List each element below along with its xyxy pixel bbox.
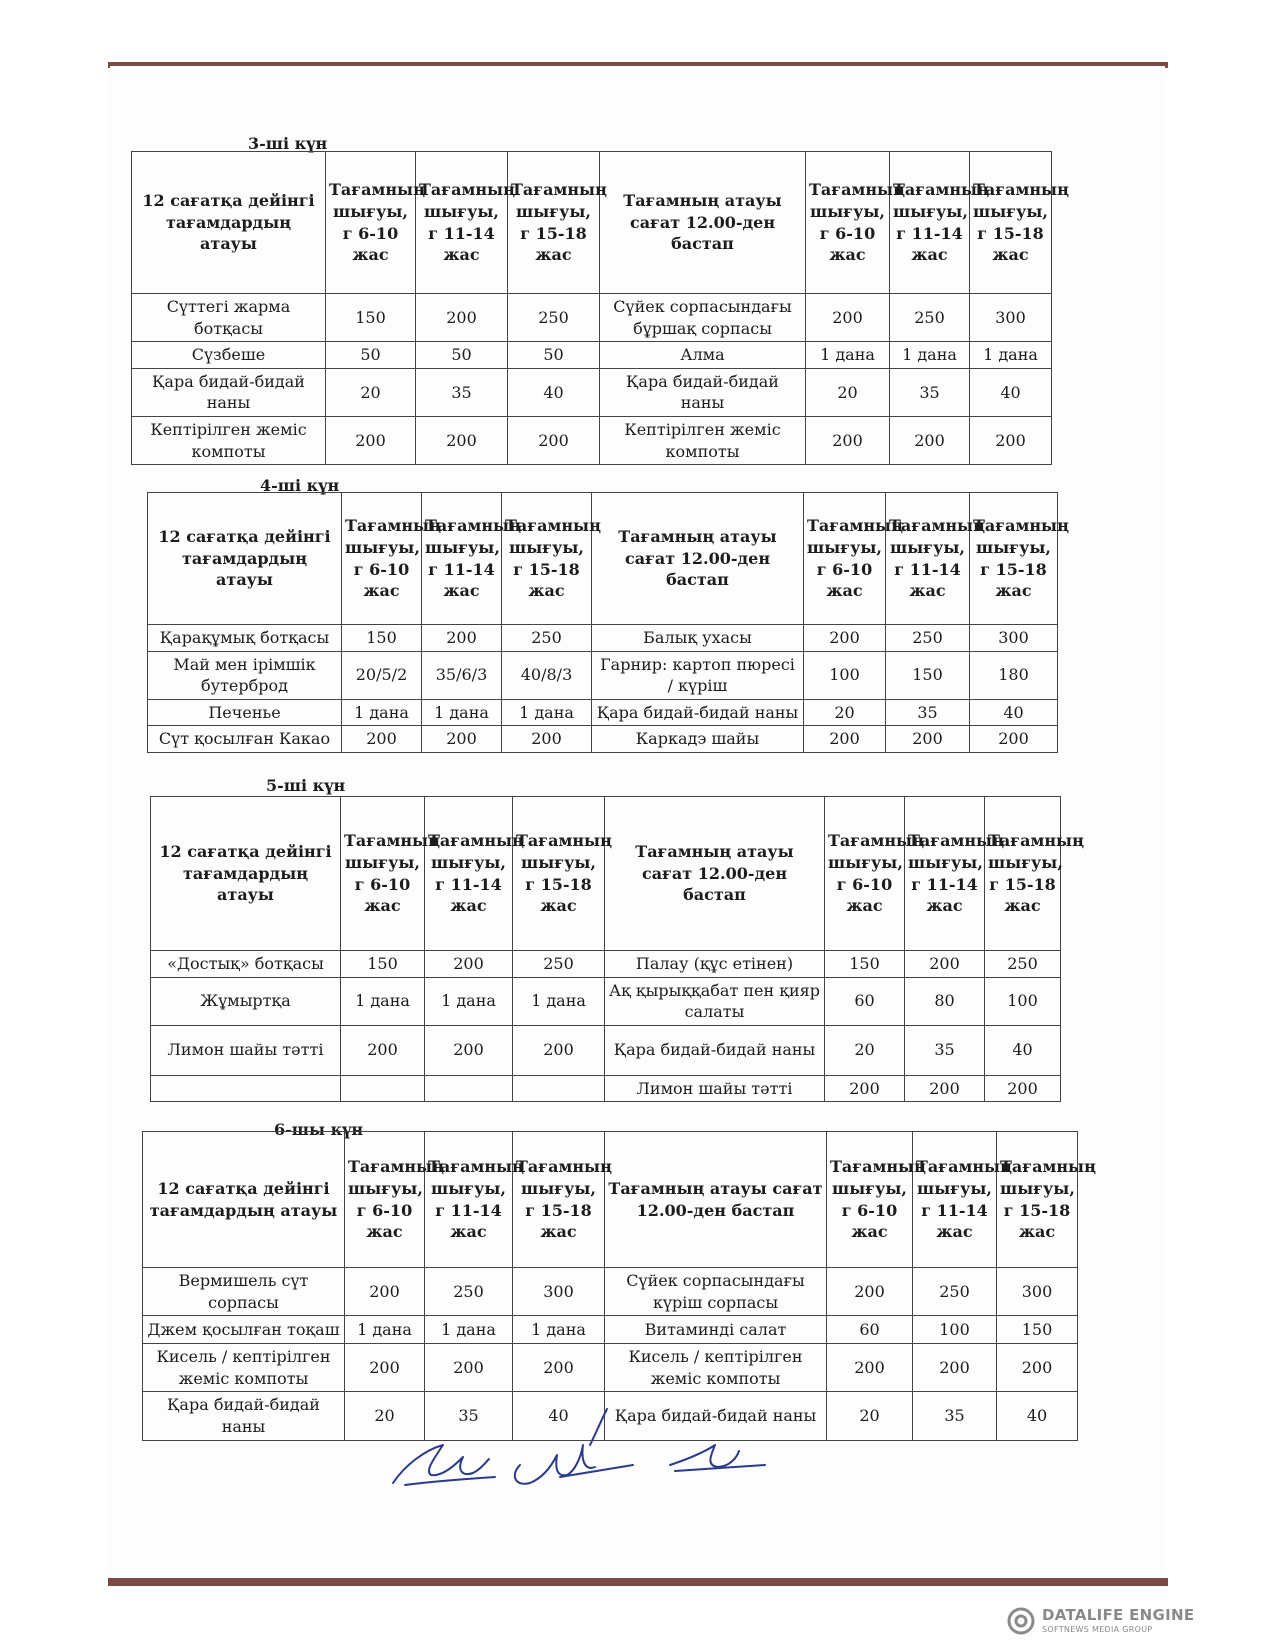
day3-portion-cell: 300 [970,294,1052,342]
day4-table-row [148,726,1058,753]
day6-portion-cell: 40 [513,1392,605,1440]
signature-2 [515,1409,633,1484]
day6-portion-cell: 200 [827,1268,913,1316]
day5-portion-cell: 200 [905,1075,985,1102]
day6-portion-cell: 200 [827,1344,913,1392]
day4-header-cell: Тағамның атауы сағат 12.00-ден бастап [592,493,804,625]
day6-dish-name-cell: Вермишель сүт сорпасы [143,1268,345,1316]
day4-header-cell: 12 сағатқа дейінгі тағамдардың атауы [148,493,342,625]
day5-dish-name-cell: Лимон шайы тәтті [151,1025,341,1075]
day5-portion-cell: 100 [985,977,1061,1025]
day4-dish-name-cell: Қарақұмық ботқасы [148,625,342,652]
day5-header-cell: Тағамның шығуы, г 15-18 жас [985,797,1061,951]
day3-portion-cell: 200 [416,294,508,342]
day4-portion-cell: 35/6/3 [422,651,502,699]
datalife-logo-icon [1006,1606,1036,1636]
day4-portion-cell: 200 [886,726,970,753]
day4-portion-cell: 150 [342,625,422,652]
day4-table [147,492,1069,753]
day5-dish-name-cell: Лимон шайы тәтті [605,1075,825,1102]
day5-portion-cell: 60 [825,977,905,1025]
day3-portion-cell: 200 [890,416,970,464]
signatures [385,1405,805,1500]
day4-portion-cell: 200 [804,625,886,652]
day4-portion-cell: 250 [502,625,592,652]
day3-header-cell: Тағамның атауы сағат 12.00-ден бастап [600,152,806,294]
day5-portion-cell [425,1075,513,1102]
day5-portion-cell [513,1075,605,1102]
day4-portion-cell: 200 [422,625,502,652]
day5-portion-cell: 200 [513,1025,605,1075]
day4-portion-cell: 1 дана [342,699,422,726]
day5-table-row [151,951,1061,978]
day3-header-cell: Тағамның шығуы, г 11-14 жас [890,152,970,294]
day4-table-row [148,699,1058,726]
day4-portion-cell: 200 [804,726,886,753]
day5-table [150,796,1084,1102]
day3-portion-cell: 250 [508,294,600,342]
day3-header-cell: Тағамның шығуы, г 6-10 жас [806,152,890,294]
day6-portion-cell: 250 [425,1268,513,1316]
day6-dish-name-cell: Қара бидай-бидай наны [605,1392,827,1440]
day6-dish-name-cell: Кисель / кептірілген жеміс компоты [605,1344,827,1392]
day3-header-row [132,152,1052,294]
day5-portion-cell: 80 [905,977,985,1025]
day5-header-cell: Тағамның атауы сағат 12.00-ден бастап [605,797,825,951]
day6-portion-cell: 300 [997,1268,1078,1316]
day4-dish-name-cell: Каркадэ шайы [592,726,804,753]
day6-portion-cell: 200 [425,1344,513,1392]
watermark [1006,1604,1221,1640]
day6-table-row [143,1344,1078,1392]
day4-portion-cell: 100 [804,651,886,699]
day6-portion-cell: 20 [345,1392,425,1440]
day3-portion-cell: 200 [326,416,416,464]
day3-portion-cell: 200 [970,416,1052,464]
day6-title: 6-шы күн [274,1120,364,1139]
watermark-name: DATALIFE ENGINE [1042,1606,1195,1624]
day4-portion-cell: 40 [970,699,1058,726]
day6-portion-cell: 200 [913,1344,997,1392]
day5-portion-cell: 200 [985,1075,1061,1102]
day6-portion-cell: 1 дана [345,1316,425,1344]
day3-portion-cell: 200 [806,416,890,464]
day5-table-row [151,977,1061,1025]
day4-portion-cell: 200 [502,726,592,753]
day5-header-cell: Тағамның шығуы, г 11-14 жас [425,797,513,951]
day6-table [142,1131,1096,1441]
day3-portion-cell: 1 дана [806,342,890,369]
day6-header-cell: Тағамның атауы сағат 12.00-ден бастап [605,1132,827,1268]
day3-dish-name-cell: Сүзбеше [132,342,326,369]
day5-header-cell: Тағамның шығуы, г 6-10 жас [825,797,905,951]
day5-portion-cell: 200 [825,1075,905,1102]
day6-portion-cell: 1 дана [513,1316,605,1344]
day3-portion-cell: 200 [508,416,600,464]
day3-portion-cell: 200 [416,416,508,464]
day5-portion-cell: 1 дана [513,977,605,1025]
day5-table-row [151,1075,1061,1102]
day5-table-row [151,1025,1061,1075]
day3-dish-name-cell: Сүйек сорпасындағы бұршақ сорпасы [600,294,806,342]
day5-portion-cell: 40 [985,1025,1061,1075]
day3-header-cell: 12 сағатқа дейінгі тағамдардың атауы [132,152,326,294]
day6-dish-name-cell: Сүйек сорпасындағы күріш сорпасы [605,1268,827,1316]
day5-portion-cell: 150 [341,951,425,978]
day3-header-cell: Тағамның шығуы, г 15-18 жас [508,152,600,294]
day5-portion-cell: 200 [425,951,513,978]
day3-portion-cell: 50 [416,342,508,369]
day6-table-row [143,1268,1078,1316]
day4-dish-name-cell: Печенье [148,699,342,726]
day4-header-cell: Тағамның шығуы, г 6-10 жас [342,493,422,625]
day6-portion-cell: 200 [345,1344,425,1392]
day3-table [131,151,1069,465]
day6-portion-cell: 200 [997,1344,1078,1392]
day5-portion-cell: 250 [513,951,605,978]
day5-portion-cell: 20 [825,1025,905,1075]
day4-portion-cell: 200 [422,726,502,753]
day3-portion-cell: 1 дана [890,342,970,369]
day6-header-cell: Тағамның шығуы, г 11-14 жас [913,1132,997,1268]
day6-portion-cell: 250 [913,1268,997,1316]
day6-portion-cell: 35 [913,1392,997,1440]
day6-dish-name-cell: Қара бидай-бидай наны [143,1392,345,1440]
day3-dish-name-cell: Қара бидай-бидай наны [132,368,326,416]
day6-header-cell: Тағамның шығуы, г 15-18 жас [513,1132,605,1268]
day6-header-row [143,1132,1078,1268]
day3-header-cell: Тағамның шығуы, г 11-14 жас [416,152,508,294]
day4-table-row [148,625,1058,652]
day5-dish-name-cell: «Достық» ботқасы [151,951,341,978]
day3-portion-cell: 250 [890,294,970,342]
day6-portion-cell: 60 [827,1316,913,1344]
day3-portion-cell: 50 [326,342,416,369]
day4-title: 4-ші күн [260,476,340,495]
day3-portion-cell: 20 [326,368,416,416]
day6-header-cell: Тағамның шығуы, г 11-14 жас [425,1132,513,1268]
day3-portion-cell: 20 [806,368,890,416]
day3-title: 3-ші күн [248,134,328,153]
day3-portion-cell: 40 [970,368,1052,416]
day3-dish-name-cell: Кептірілген жеміс компоты [600,416,806,464]
day5-portion-cell: 1 дана [341,977,425,1025]
day4-portion-cell: 300 [970,625,1058,652]
day6-portion-cell: 200 [513,1344,605,1392]
day6-portion-cell: 1 дана [425,1316,513,1344]
day6-header-cell: Тағамның шығуы, г 6-10 жас [827,1132,913,1268]
day5-portion-cell: 200 [425,1025,513,1075]
day4-header-cell: Тағамның шығуы, г 15-18 жас [970,493,1058,625]
day4-header-cell: Тағамның шығуы, г 15-18 жас [502,493,592,625]
day5-dish-name-cell: Палау (құс етінен) [605,951,825,978]
day6-portion-cell: 35 [425,1392,513,1440]
day4-portion-cell: 40/8/3 [502,651,592,699]
day5-header-cell: Тағамның шығуы, г 6-10 жас [341,797,425,951]
day3-dish-name-cell: Кептірілген жеміс компоты [132,416,326,464]
day6-header-cell: 12 сағатқа дейінгі тағамдардың атауы [143,1132,345,1268]
day4-portion-cell: 1 дана [422,699,502,726]
watermark-sub: SOFTNEWS MEDIA GROUP [1042,1625,1153,1634]
day4-portion-cell: 200 [342,726,422,753]
day5-dish-name-cell [151,1075,341,1102]
day4-header-cell: Тағамның шығуы, г 11-14 жас [886,493,970,625]
day6-header-cell: Тағамның шығуы, г 6-10 жас [345,1132,425,1268]
day6-portion-cell: 20 [827,1392,913,1440]
day5-portion-cell: 200 [905,951,985,978]
day3-portion-cell: 35 [890,368,970,416]
day3-portion-cell: 50 [508,342,600,369]
day4-dish-name-cell: Қара бидай-бидай наны [592,699,804,726]
day5-portion-cell: 150 [825,951,905,978]
day6-dish-name-cell: Кисель / кептірілген жеміс компоты [143,1344,345,1392]
day5-dish-name-cell: Ақ қырыққабат пен қияр салаты [605,977,825,1025]
day4-portion-cell: 200 [970,726,1058,753]
day5-portion-cell [341,1075,425,1102]
day3-dish-name-cell: Сүттегі жарма ботқасы [132,294,326,342]
day6-portion-cell: 200 [345,1268,425,1316]
day4-header-cell: Тағамның шығуы, г 11-14 жас [422,493,502,625]
day6-table-row [143,1316,1078,1344]
day4-dish-name-cell: Гарнир: картоп пюресі / күріш [592,651,804,699]
page-edge-bottom [108,1578,1168,1586]
day4-header-row [148,493,1058,625]
day5-dish-name-cell: Жұмыртқа [151,977,341,1025]
day3-dish-name-cell: Алма [600,342,806,369]
day5-title: 5-ші күн [266,776,346,795]
day4-portion-cell: 35 [886,699,970,726]
day3-portion-cell: 35 [416,368,508,416]
day3-header-cell: Тағамның шығуы, г 15-18 жас [970,152,1052,294]
day3-table-row [132,342,1052,369]
day5-header-cell: Тағамның шығуы, г 11-14 жас [905,797,985,951]
day4-portion-cell: 20/5/2 [342,651,422,699]
day4-dish-name-cell: Май мен ірімшік бутерброд [148,651,342,699]
day4-dish-name-cell: Сүт қосылған Какао [148,726,342,753]
day5-portion-cell: 250 [985,951,1061,978]
day3-portion-cell: 40 [508,368,600,416]
day4-portion-cell: 20 [804,699,886,726]
day3-table-row [132,368,1052,416]
day3-table-row [132,294,1052,342]
day4-portion-cell: 1 дана [502,699,592,726]
day5-header-cell: Тағамның шығуы, г 15-18 жас [513,797,605,951]
day4-table-row [148,651,1058,699]
day3-dish-name-cell: Қара бидай-бидай наны [600,368,806,416]
day6-dish-name-cell: Витаминді салат [605,1316,827,1344]
day6-portion-cell: 100 [913,1316,997,1344]
day5-header-row [151,797,1061,951]
day6-portion-cell: 40 [997,1392,1078,1440]
day5-portion-cell: 1 дана [425,977,513,1025]
day6-header-cell: Тағамның шығуы, г 15-18 жас [997,1132,1078,1268]
day5-portion-cell: 200 [341,1025,425,1075]
day5-portion-cell: 35 [905,1025,985,1075]
day4-portion-cell: 150 [886,651,970,699]
day5-header-cell: 12 сағатқа дейінгі тағамдардың атауы [151,797,341,951]
day4-dish-name-cell: Балық ухасы [592,625,804,652]
day3-header-cell: Тағамның шығуы, г 6-10 жас [326,152,416,294]
day6-portion-cell: 300 [513,1268,605,1316]
day4-portion-cell: 250 [886,625,970,652]
day6-portion-cell: 150 [997,1316,1078,1344]
day3-portion-cell: 200 [806,294,890,342]
day3-table-row [132,416,1052,464]
day5-dish-name-cell: Қара бидай-бидай наны [605,1025,825,1075]
day3-portion-cell: 150 [326,294,416,342]
signature-3 [670,1445,765,1471]
day4-header-cell: Тағамның шығуы, г 6-10 жас [804,493,886,625]
day6-dish-name-cell: Джем қосылған тоқаш [143,1316,345,1344]
signature-1 [393,1445,495,1485]
day4-portion-cell: 180 [970,651,1058,699]
day3-portion-cell: 1 дана [970,342,1052,369]
